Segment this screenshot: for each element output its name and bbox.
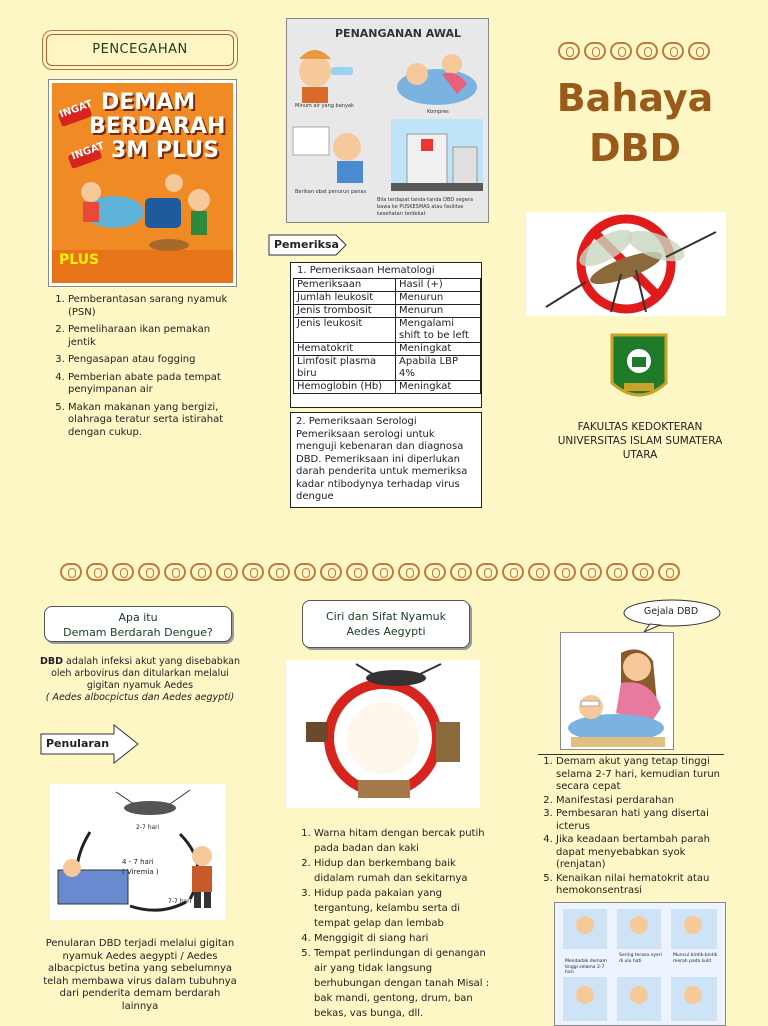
divider-ornament — [60, 563, 680, 581]
penularan-arrow — [40, 724, 140, 764]
ciri-item: 1. Warna hitam dengan bercak putih pada badan dan kaki — [314, 826, 490, 856]
pencegahan-list — [44, 294, 240, 444]
penularan-text: Penularan DBD terjadi melalui gigitan nyamuk Aedes aegypti / Aedes albacpictus betina yang sebelumnya telah membawa virus dalam tubuhnya dari penderita demam berdarah lainnya — [43, 938, 237, 1012]
hematologi-title: 1. Pemeriksaan Hematologi — [297, 265, 435, 276]
table-cell: Menurun — [396, 304, 481, 317]
ciri-item: 3. Hidup pada pakaian yang tergantung, kelambu serta di tempat gelap dan lembab — [314, 886, 490, 931]
definition-species: ( Aedes albocpictus dan Aedes aegypti) — [45, 692, 235, 703]
poster-text-ingat: INGAT — [58, 98, 94, 121]
apa-itu-definition — [40, 656, 240, 704]
ornament-icon — [528, 563, 550, 581]
3m-plus-poster — [48, 79, 237, 287]
no-mosquito-icon — [526, 212, 726, 316]
cycle-label-4-7: 4 - 7 hari — [122, 858, 154, 866]
pencegahan-item: 5. Makan makanan yang bergizi, olahraga teratur serta istirahat dengan cukup. — [68, 402, 240, 440]
poster-text-plus: PLUS — [59, 252, 100, 268]
definition-text: adalah infeksi akut yang disebabkan oleh arbovirus dan ditularkan melalui gigitan nyamuk Aedes — [51, 656, 241, 691]
penanganan-awal-image — [286, 18, 489, 223]
ornament-icon — [190, 563, 212, 581]
cover-title-bahaya: Bahaya — [556, 76, 714, 120]
gejala-item: 1. Demam akut yang tetap tinggi selama 2-7 hari, kemudian turun secara cepat — [556, 756, 732, 794]
ornament-icon — [424, 563, 446, 581]
ciri-item: 2. Hidup dan berkembang baik didalam rumah dan sekitarnya — [314, 856, 490, 886]
serologi-title: 2. Pemeriksaan Serologi — [296, 416, 417, 427]
pencegahan-heading: PENCEGAHAN — [92, 42, 188, 57]
university-shield-icon — [610, 333, 668, 407]
serologi-text: Pemeriksaan serologi untuk menguji kebenaran dan diagnosa DBD. Pemeriksaan ini diperlukan darah penderita untuk memeriksa kadar ntibodynya terhadap virus dengue — [296, 428, 468, 502]
symptom-caption-bintik: Muncul bintik-bintik merah pada kulit — [673, 953, 718, 964]
pencegahan-items — [44, 294, 240, 439]
gejala-speech-bubble — [620, 598, 722, 632]
table-cell: Meningkat — [396, 380, 481, 393]
ornament-icon — [268, 563, 290, 581]
ornament-icon — [320, 563, 342, 581]
apa-itu-title-2: Demam Berdarah Dengue? — [63, 626, 213, 639]
faculty-name — [540, 420, 740, 462]
gejala-items — [532, 756, 732, 898]
gejala-list — [532, 756, 732, 899]
ornament-icon — [688, 42, 710, 60]
table-cell: Hemoglobin (Hb) — [294, 380, 396, 393]
gejala-item: 3. Pembesaran hati yang disertai icterus — [556, 808, 732, 833]
ornament-icon — [294, 563, 316, 581]
gejala-symptoms-image — [554, 902, 726, 1026]
table-cell: Hematokrit — [294, 342, 396, 355]
table-cell: Jumlah leukosit — [294, 291, 396, 304]
ornament-icon — [610, 42, 632, 60]
ornament-icon — [112, 563, 134, 581]
ornament-icon — [580, 563, 602, 581]
ciri-item: 5. Tempat perlindungan di genangan air yang tidak langsung berhubungan dengan tanah Misal : bak mandi, gentong, drum, ban bekas, vas bunga, dll. — [314, 946, 490, 1021]
poster-text-ingat-2: INGAT — [70, 140, 106, 163]
lifecycle-illustration — [286, 660, 480, 808]
pencegahan-item: 4. Pemberian abate pada tempat penyimpanan air — [68, 372, 240, 397]
table-row — [294, 278, 481, 291]
serologi-box — [290, 412, 482, 508]
table-cell: Jenis leukosit — [294, 317, 396, 342]
penularan-label: Penularan — [46, 737, 110, 750]
ciri-item: 4. Menggigit di siang hari — [314, 931, 490, 946]
penularan-cycle-image — [50, 784, 226, 920]
pencegahan-item: 3. Pengasapan atau fogging — [68, 354, 240, 367]
ornament-icon — [346, 563, 368, 581]
no-mosquito-image — [526, 212, 726, 316]
table-row — [294, 380, 481, 393]
ornament-icon — [636, 42, 658, 60]
ornament-icon — [86, 563, 108, 581]
gejala-divider — [538, 754, 724, 755]
ornament-icon — [450, 563, 472, 581]
ornament-icon — [558, 42, 580, 60]
table-cell: Menurun — [396, 291, 481, 304]
ornament-icon — [164, 563, 186, 581]
table-cell: Apabila LBP 4% — [396, 355, 481, 380]
penanganan-caption-minum: Minum air yang banyak — [295, 103, 354, 109]
ornament-icon — [658, 563, 680, 581]
poster-text-3m: 3M PLUS — [111, 138, 219, 163]
hematologi-table — [293, 278, 481, 394]
cycle-label-2-7: 2-7 hari — [136, 824, 160, 831]
table-cell: Pemeriksaan — [294, 278, 396, 291]
penanganan-caption-puskesmas: Bila terdapat tanda-tanda DBD segera bawa ke PUSKESMAS atau fasilitas kesehatan terdekat — [377, 197, 473, 217]
cycle-label-7-7: 7-7 hari — [168, 898, 192, 905]
hematologi-box — [290, 262, 482, 408]
gejala-item: 4. Jika keadaan bertambah parah dapat menyebabkan syok (renjatan) — [556, 834, 732, 872]
ciri-title-1: Ciri dan Sifat Nyamuk — [325, 610, 446, 623]
table-row — [294, 342, 481, 355]
mosquito-lifecycle-image — [286, 660, 480, 808]
ornament-icon — [554, 563, 576, 581]
table-row — [294, 355, 481, 380]
transmission-cycle-illustration — [50, 784, 226, 920]
ornament-icon — [606, 563, 628, 581]
pencegahan-item: 2. Pemeliharaan ikan pemakan jentik — [68, 324, 240, 349]
symptom-caption-demam: Mendadak demam tinggi selama 2-7 hari — [565, 959, 607, 975]
table-cell: Jenis trombosit — [294, 304, 396, 317]
university-logo — [610, 333, 668, 407]
table-row — [294, 304, 481, 317]
ornament-icon — [216, 563, 238, 581]
poster-text-berdarah: BERDARAH — [89, 114, 226, 139]
sick-child-image — [560, 632, 674, 750]
ciri-title-box — [302, 600, 470, 648]
gejala-label: Gejala DBD — [643, 606, 699, 617]
poster-text-demam: DEMAM — [101, 90, 196, 115]
ornament-icon — [662, 42, 684, 60]
pemeriksa-label: Pemeriksa — [274, 238, 339, 251]
penanganan-caption-kompres: Kompres — [427, 109, 449, 115]
table-row — [294, 291, 481, 304]
ciri-items — [290, 826, 490, 1021]
ornament-icon — [476, 563, 498, 581]
gejala-item: 5. Kenaikan nilai hematokrit atau hemokonsentrasi — [556, 873, 732, 898]
ornament-icon — [584, 42, 606, 60]
faculty-line-2: UNIVERSITAS ISLAM SUMATERA — [557, 435, 723, 447]
pencegahan-heading-box — [46, 34, 234, 66]
pemeriksa-arrow — [268, 234, 348, 256]
ornament-icon — [372, 563, 394, 581]
ornament-icon — [138, 563, 160, 581]
pencegahan-item: 1. Pemberantasan sarang nyamuk (PSN) — [68, 294, 240, 319]
ornament-icon — [398, 563, 420, 581]
table-cell: Meningkat — [396, 342, 481, 355]
table-row — [294, 317, 481, 342]
table-cell: Mengalami shift to be left — [396, 317, 481, 342]
apa-itu-title-1: Apa itu — [118, 611, 158, 624]
penanganan-caption-obat: Berikan obat penurun panas — [295, 189, 367, 195]
penanganan-title: PENANGANAN AWAL — [335, 27, 461, 40]
cover-title-dbd: DBD — [588, 126, 682, 170]
table-cell: Limfosit plasma biru — [294, 355, 396, 380]
ornament-icon — [632, 563, 654, 581]
cycle-label-viremia: ( Viremia ) — [122, 868, 159, 876]
ciri-title-2: Aedes Aegypti — [346, 625, 426, 638]
faculty-line-3: UTARA — [622, 449, 658, 461]
ornament-icon — [242, 563, 264, 581]
gejala-item: 2. Manifestasi perdarahan — [556, 795, 732, 808]
ciri-list — [290, 826, 490, 1021]
ornament-icon — [60, 563, 82, 581]
faculty-line-1: FAKULTAS KEDOKTERAN — [577, 421, 703, 433]
symptom-caption-ulu-hati: Sering terasa nyeri di ulu hati — [619, 953, 662, 964]
ornament-icon — [502, 563, 524, 581]
dbd-bold: DBD — [40, 656, 64, 667]
table-cell: Hasil (+) — [396, 278, 481, 291]
sick-child-illustration — [561, 633, 673, 749]
apa-itu-title-box — [44, 606, 232, 642]
cover-ornament — [558, 42, 710, 60]
